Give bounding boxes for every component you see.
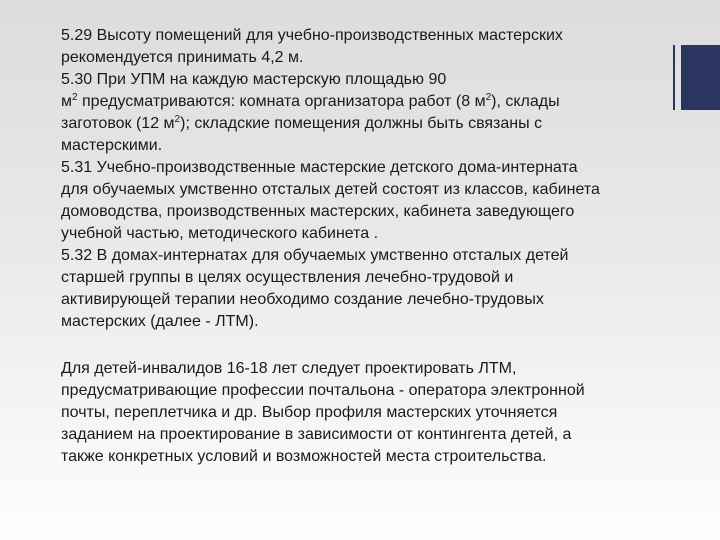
accent-bar-block — [681, 45, 720, 110]
paragraph-disabled-children: Для детей-инвалидов 16-18 лет следует проектировать ЛТМ, предусматривающие профессии почтальона - оператора электронной почты, переплетчика и др. Выбор профиля мастерских уточняется заданием на проектирование в зависимости от контингента детей, а также конкретных условий и возможностей места строительства. — [61, 360, 585, 465]
text-segment: ), склады заготовок (12 м — [61, 93, 560, 132]
superscript: 2 — [485, 92, 492, 103]
text-segment: ); складские помещения должны быть связаны с мастерскими. 5.31 Учебно-производственные мастерские детского дома-интерната для обучаемых умственно отсталых детей состоят из классов, кабинета домоводства, производственных мастерских, кабинета заведующего учебной частью, методического кабинета . 5.32 В домах-интернатах для обучаемых умственно отсталых детей старшей группы в целях осуществления лечебно-трудовой и активирующей терапии необходимо создание лечебно-трудовых мастерских (далее - ЛТМ). — [61, 115, 600, 330]
accent-bar-thin — [673, 45, 675, 110]
text-segment: предусматриваются: комната организатора работ (8 м — [77, 93, 486, 110]
superscript: 2 — [174, 114, 181, 125]
paragraph-regulations — [61, 25, 671, 333]
text-segment: 5.29 Высоту помещений для учебно-производственных мастерских рекомендуется принимать 4,2 м. 5.30 При УПМ на каждую мастерскую площадью 90 м — [61, 27, 563, 110]
superscript: 2 — [72, 92, 78, 103]
slide-body — [61, 25, 671, 468]
